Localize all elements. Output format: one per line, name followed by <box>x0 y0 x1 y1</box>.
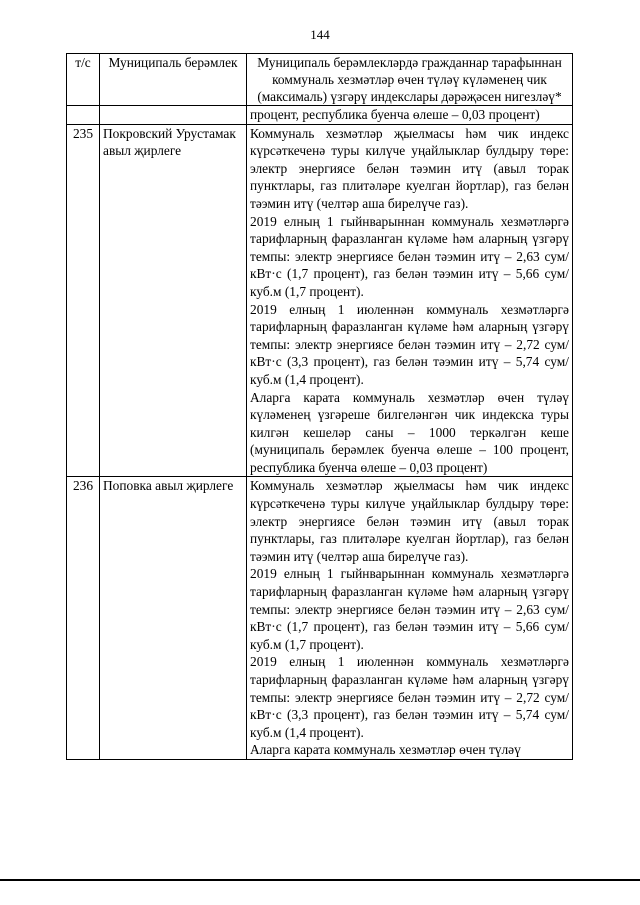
table-row-continuation <box>67 106 573 125</box>
description-paragraph: 2019 елның 1 июленнән коммуналь хезмәтләргә тарифларның фаразланган күләме һәм аларның үзгәрү темпы: электр энергиясе белән тәэмин итү – 2,72 сум/кВт·с (3,3 процент), газ белән тәэмин итү – 5,74 сум/куб.м (1,4 процент). <box>250 654 569 740</box>
description-paragraph: 2019 елның 1 июленнән коммуналь хезмәтләргә тарифларның фаразланган күләме һәм аларның үзгәрү темпы: электр энергиясе белән тәэмин итү – 2,72 сум/кВт·с (3,3 процент), газ белән тәэмин итү – 5,74 сум/куб.м (1,4 процент). <box>250 301 569 387</box>
header-description: Муниципаль берәмлекләрдә гражданнар тарафыннан коммуналь хезмәтләр өчен түләү күләменең чик (максималь) үзгәрү индекслары дәрәҗәсен нигезләү* <box>247 54 573 106</box>
description-paragraph: Коммуналь хезмәтләр җыелмасы һәм чик индекс күрсәткеченә туры килүче уңайлыклар булдыру төре: электр энергиясе белән тәэмин итү (авыл торак пунктлары, газ плитәләре куелган йортлар), газ белән тәэмин итү (челтәр аша бирелүче газ). <box>250 478 569 564</box>
row-description <box>247 106 573 125</box>
page-number: 144 <box>310 27 330 42</box>
description-paragraph: 2019 елның 1 гыйнварыннан коммуналь хезмәтләргә тарифларның фаразланган күләме һәм аларның үзгәрү темпы: электр энергиясе белән тәэмин итү – 2,63 сум/кВт·с (1,7 процент), газ белән тәэмин итү – 5,66 сум/куб.м (1,7 процент). <box>250 566 569 652</box>
index-justification-table <box>66 53 573 760</box>
row-municipality: Поповка авыл җирлеге <box>100 477 247 760</box>
row-number: 236 <box>67 477 100 760</box>
continuation-text: процент, республика буенча өлеше – 0,03 процент) <box>250 107 540 122</box>
description-paragraph: 2019 елның 1 гыйнварыннан коммуналь хезмәтләргә тарифларның фаразланган күләме һәм аларның үзгәрү темпы: электр энергиясе белән тәэмин итү – 2,63 сум/кВт·с (1,7 процент), газ белән тәэмин итү – 5,66 сум/куб.м (1,7 процент). <box>250 213 569 299</box>
table-row <box>67 124 573 477</box>
table-row <box>67 477 573 760</box>
bottom-divider <box>0 879 640 881</box>
row-number <box>67 106 100 125</box>
row-municipality <box>100 106 247 125</box>
description-paragraph: Аларга карата коммуналь хезмәтләр өчен түләү <box>250 742 521 758</box>
row-description <box>247 477 573 760</box>
row-description <box>247 124 573 477</box>
row-number: 235 <box>67 124 100 477</box>
table-header-row <box>67 54 573 106</box>
description-paragraph: Коммуналь хезмәтләр җыелмасы һәм чик индекс күрсәткеченә туры килүче уңайлыклар булдыру төре: электр энергиясе белән тәэмин итү (авыл торак пунктлары, газ плитәләре куелган йортлар), газ белән тәэмин итү (челтәр аша бирелүче газ). <box>250 125 569 211</box>
header-number: т/с <box>67 54 100 106</box>
description-paragraph: Аларга карата коммуналь хезмәтләр өчен түләү күләменең үзгәреше билгеләнгән чик индекска туры килгән кешеләр саны – 1000 теркәлгән кеше (муниципаль берәмлек буенча өлеше – 100 процент, республика буенча өлеше – 0,03 процент) <box>250 389 569 475</box>
row-municipality: Покровский Урустамак авыл җирлеге <box>100 124 247 477</box>
header-municipality: Муниципаль берәмлек <box>100 54 247 106</box>
